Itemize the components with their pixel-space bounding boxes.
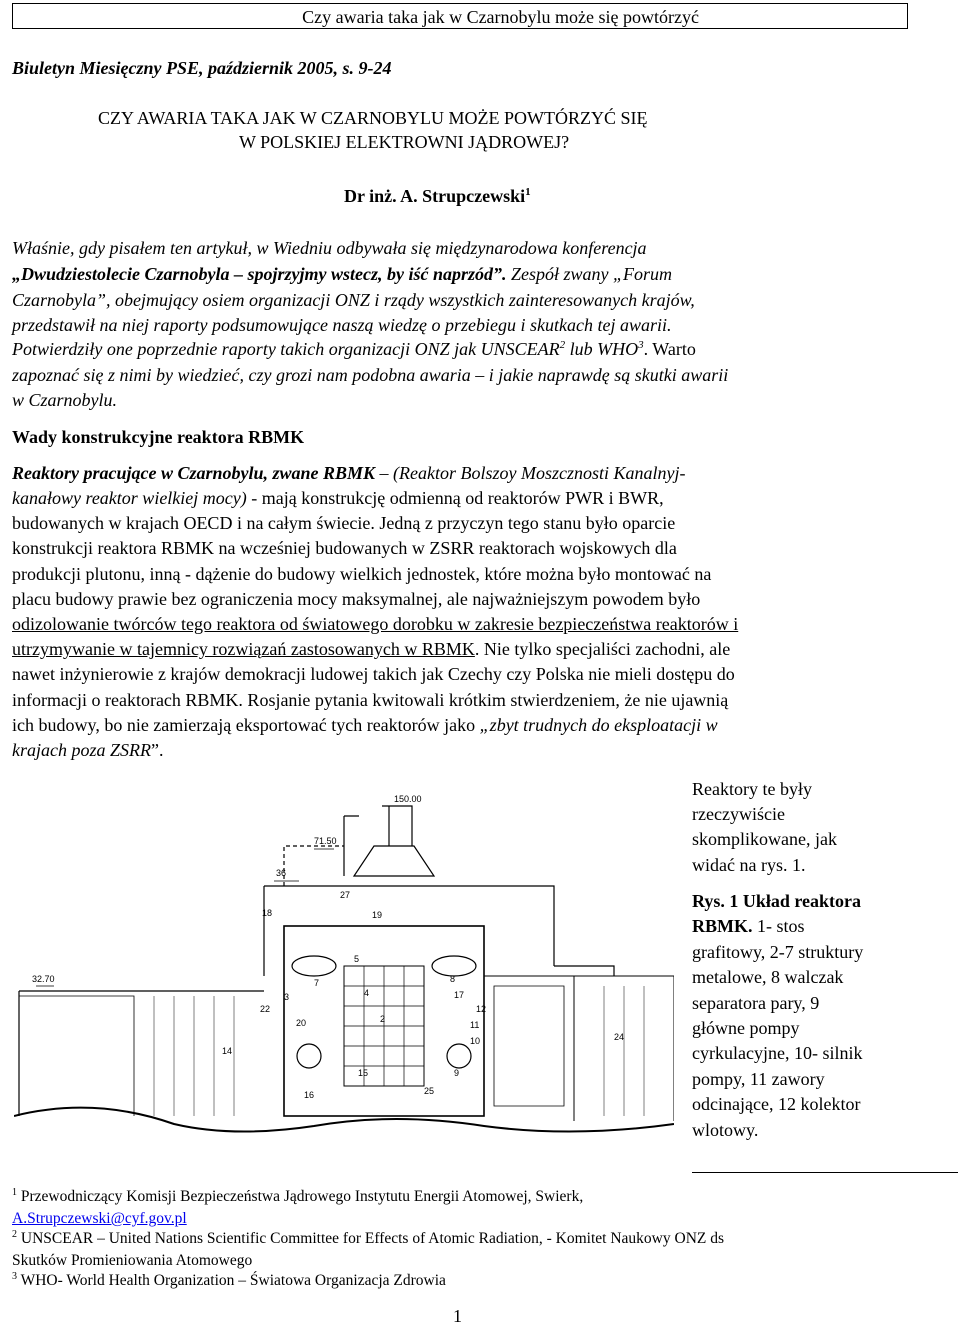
intro-line-7: w Czarnobylu. (12, 390, 118, 410)
author-note-mark: 1 (525, 186, 531, 198)
footnote-3: $^3$ WHO- World Health Organization – Światowa Organizacja Zdrowia (12, 1270, 446, 1289)
part-label: 19 (372, 910, 383, 920)
title-line-2: W POLSKIEJ ELEKTROWNI JĄDROWEJ? (239, 132, 570, 152)
part-label: 11 (470, 1020, 480, 1030)
elevation-label: 150.00 (394, 794, 422, 804)
side-line-4: widać na rys. 1. (692, 855, 806, 875)
caption-line-5: separatora pary, 9 (692, 993, 820, 1013)
intro-line-5: Potwierdziły one poprzednie raporty takich organizacji ONZ jak UNSCEAR$^2$ lub WHO$^3$. Warto (12, 339, 696, 359)
footnote-separator (692, 1172, 958, 1173)
caption-line-8: pompy, 11 zawory (692, 1069, 825, 1089)
email-link[interactable]: A.Strupczewski@cyf.gov.pl (12, 1210, 187, 1227)
author-name: Dr inż. A. Strupczewski (344, 186, 526, 206)
footnote-1-email[interactable] (12, 1210, 187, 1228)
caption-line-4: metalowe, 8 walczak (692, 967, 844, 987)
conference-title: „Dwudziestolecie Czarnobyla – spojrzyjmy wstecz, by iść naprzód”. (12, 264, 507, 284)
rbmk-reactor-drawing (14, 786, 674, 1158)
part-label: 24 (614, 1032, 625, 1042)
part-label: 8 (450, 974, 456, 984)
part-label: 20 (296, 1018, 307, 1028)
elevation-label: 36 (276, 868, 287, 878)
part-label: 18 (262, 908, 273, 918)
side-line-2: rzeczywiście (692, 804, 785, 824)
source-line: Biuletyn Miesięczny PSE, październik 2005, s. 9-24 (12, 58, 392, 78)
body-line-5: produkcji plutonu, inną - dążenie do budowy wielkich jednostek, które można było montować na (12, 564, 712, 584)
part-label: 5 (354, 954, 360, 964)
footnote-1: $^1$ Przewodniczący Komisji Bezpieczeństwa Jądrowego Instytutu Energii Atomowej, Swierk, (12, 1186, 584, 1205)
body-line-1: Reaktory pracujące w Czarnobylu, zwane RBMK – (Reaktor Bolszoy Moszcznosti Kanalnyj- (12, 463, 686, 483)
body-line-11: ich budowy, bo nie zamierzają eksportować tych reaktorów jako „zbyt trudnych do eksploatacji w (12, 715, 718, 735)
author-line (344, 186, 531, 207)
body-line-2: kanałowy reaktor wielkiej mocy) - mają konstrukcję odmienną od reaktorów PWR i BWR, (12, 488, 664, 508)
part-label: 2 (380, 1014, 386, 1024)
intro-line-1: Właśnie, gdy pisałem ten artykuł, w Wiedniu odbywała się międzynarodowa konferencja (12, 238, 647, 258)
body-line-8: utrzymywanie w tajemnicy rozwiązań zastosowanych w RBMK. Nie tylko specjaliści zachodni, ale (12, 639, 731, 659)
body-line-6: placu budowy prawie bez ograniczenia mocy maksymalnej, ale najważniejszym powodem było (12, 589, 701, 609)
part-label: 12 (476, 1004, 487, 1014)
body-line-4: konstrukcji reaktora RBMK na wcześniej budowanych w ZSRR reaktorach wojskowych dla (12, 538, 677, 558)
elevation-label: 32.70 (32, 974, 55, 984)
caption-line-7: cyrkulacyjne, 10- silnik (692, 1043, 863, 1063)
elevation-label: 71.50 (314, 836, 337, 846)
side-line-3: skomplikowane, jak (692, 829, 837, 849)
part-label: 27 (340, 890, 351, 900)
part-label: 22 (260, 1004, 271, 1014)
part-label: 17 (454, 990, 465, 1000)
part-label: 16 (304, 1090, 315, 1100)
body-line-9: nawet inżynierowie z krajów demokracji ludowej takich jak Czechy czy Polska nie mieli dostępu do (12, 664, 735, 684)
body-line-12: krajach poza ZSRR”. (12, 740, 164, 760)
caption-line-3: grafitowy, 2-7 struktury (692, 942, 864, 962)
intro-line-2: „Dwudziestolecie Czarnobyla – spojrzyjmy wstecz, by iść naprzód”. Zespół zwany „Forum (12, 264, 673, 284)
caption-line-6: główne pompy (692, 1018, 800, 1038)
title-line-1: CZY AWARIA TAKA JAK W CZARNOBYLU MOŻE POWTÓRZYĆ SIĘ (98, 108, 648, 128)
part-label: 15 (358, 1068, 369, 1078)
intro-line-4: przedstawił na niej raporty podsumowujące naszą wiedzę o przebiegu i skutkach tej awarii. (12, 315, 672, 335)
page-number: 1 (453, 1306, 462, 1326)
part-label: 10 (470, 1036, 481, 1046)
body-line-7: odizolowanie twórców tego reaktora od światowego dorobku w zakresie bezpieczeństwa reaktorów i (12, 614, 739, 634)
part-label: 25 (424, 1086, 435, 1096)
part-label: 9 (454, 1068, 460, 1078)
part-label: 4 (364, 988, 370, 998)
part-label: 3 (284, 992, 290, 1002)
caption-line-2: RBMK. 1- stos (692, 916, 805, 936)
intro-line-6: zapoznać się z nimi by wiedzieć, czy grozi nam podobna awaria – i jakie naprawdę są skutki awarii (12, 365, 729, 385)
intro-line-3: Czarnobyla”, obejmujący osiem organizacji ONZ i rządy wszystkich zainteresowanych krajów, (12, 290, 695, 310)
body-line-3: budowanych w krajach OECD i na całym świecie. Jedną z przyczyn tego stanu było oparcie (12, 513, 676, 533)
caption-line-9: odcinające, 12 kolektor (692, 1094, 861, 1114)
running-title: Czy awaria taka jak w Czarnobylu może się powtórzyć (302, 7, 699, 27)
caption-line-1: Rys. 1 Układ reaktora (692, 891, 862, 911)
body-line-10: informacji o reaktorach RBMK. Rosjanie pytania kwitowali krótkim stwierdzeniem, że nie ujawnią (12, 690, 729, 710)
part-label: 14 (222, 1046, 233, 1056)
footnote-2: $^2$ UNSCEAR – United Nations Scientific Committee for Effects of Atomic Radiation, - Komitet Naukowy ONZ ds (12, 1228, 725, 1247)
side-line-1: Reaktory te były (692, 779, 812, 799)
footnote-2-cont: Skutków Promieniowania Atomowego (12, 1252, 253, 1269)
part-label: 7 (314, 978, 320, 988)
section-heading: Wady konstrukcyjne reaktora RBMK (12, 427, 305, 447)
caption-line-10: wlotowy. (692, 1120, 759, 1140)
running-header (12, 3, 908, 29)
